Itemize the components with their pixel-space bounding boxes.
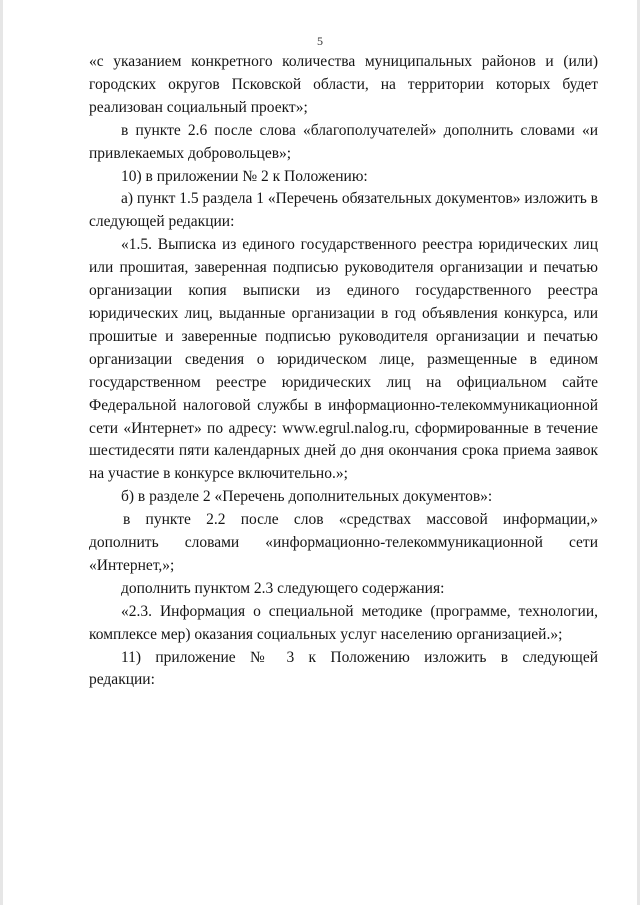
paragraph-point-2-2: в пункте 2.2 после слов «средствах массовой информации,» дополнить словами «информационно-телекоммуникационной сети «Интернет,»; bbox=[89, 511, 598, 574]
page-number: 5 bbox=[317, 34, 323, 48]
paragraph-subitem-a: а) пункт 1.5 раздела 1 «Перечень обязательных документов» изложить в следующей редакции: bbox=[89, 190, 598, 231]
scan-edge-left bbox=[0, 0, 3, 905]
paragraph-quote-continuation: «с указанием конкретного количества муниципальных районов и (или) городских округов Псковской области, на территории которых будет реализован социальный проект»; bbox=[89, 53, 598, 116]
paragraph-add-point-2-3: дополнить пунктом 2.3 следующего содержания: bbox=[121, 579, 445, 597]
document-body bbox=[89, 51, 598, 692]
paragraph-item-10: 10) в приложении № 2 к Положению: bbox=[121, 167, 368, 185]
paragraph-item-11: 11) приложение № 3 к Положению изложить в следующей редакции: bbox=[89, 648, 598, 689]
paragraph-subitem-b: б) в разделе 2 «Перечень дополнительных документов»: bbox=[121, 488, 493, 506]
paragraph-point-1-5-text: «1.5. Выписка из единого государственного реестра юридических лиц или прошитая, заверенная подписью руководителя организации и печатью организации копия выписки из единого государственного реестра юридических лиц, выданные организации в год объявления конкурса, или прошитые и заверенные подписью руководителя организации и печатью организации сведения о юридическом лице, размещенные в едином государственном реестре юридических лиц на официальном сайте Федеральной налоговой службы в информационно-телекоммуникационной сети «Интернет» по адресу: www.egrul.nalog.ru, сформированные в течение шестидесяти пяти календарных дней до дня окончания срока приема заявок на участие в конкурсе включительно.»; bbox=[89, 236, 598, 483]
paragraph-point-2-3-text: «2.3. Информация о специальной методике (программе, технологии, комплексе мер) оказания социальных услуг населению организацией.»; bbox=[89, 602, 598, 643]
paragraph-point-2-6: в пункте 2.6 после слова «благополучателей» дополнить словами «и привлекаемых добровольцев»; bbox=[89, 121, 598, 162]
